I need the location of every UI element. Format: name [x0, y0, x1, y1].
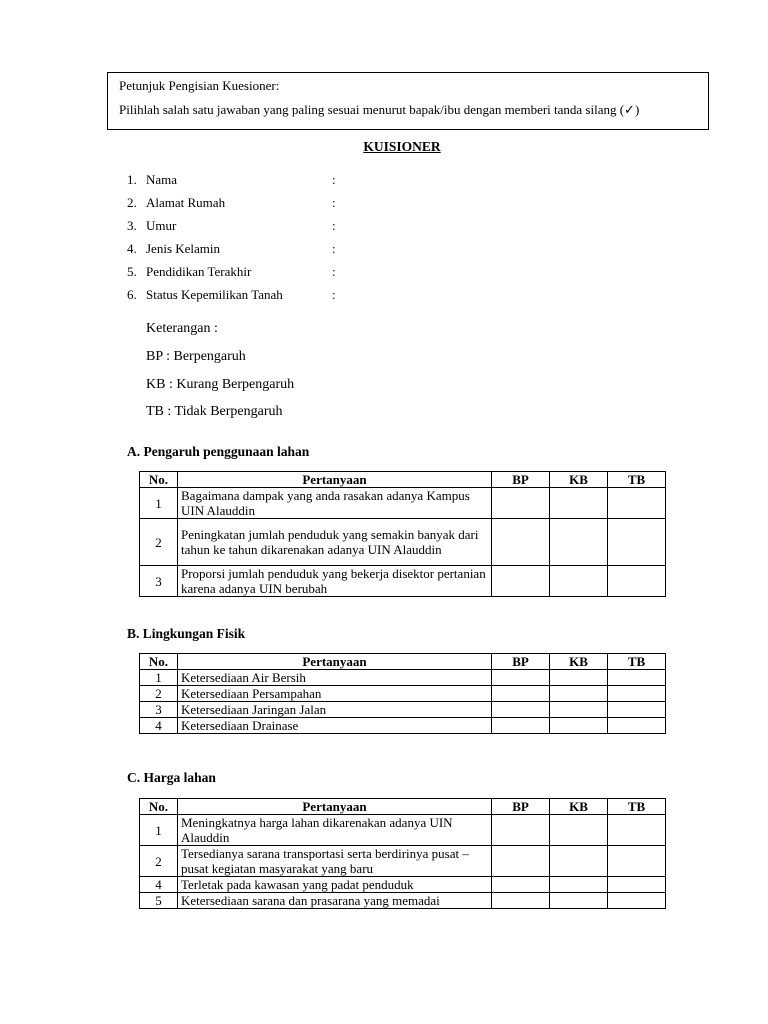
identity-label: Pendidikan Terakhir	[146, 264, 252, 279]
row-question: Meningkatnya harga lahan dikarenakan adanya UIN Alauddin	[178, 815, 492, 846]
identity-colon: :	[332, 172, 336, 187]
identity-number: 2.	[127, 195, 137, 210]
table-row	[140, 566, 666, 597]
table-row	[140, 686, 666, 702]
answer-cell-kb[interactable]	[550, 815, 608, 846]
instruction-title: Petunjuk Pengisian Kuesioner:	[119, 78, 280, 93]
answer-cell-bp[interactable]	[492, 893, 550, 909]
row-number: 1	[140, 815, 178, 846]
answer-cell-tb[interactable]	[608, 670, 666, 686]
row-question: Terletak pada kawasan yang padat penduduk	[178, 877, 492, 893]
answer-cell-bp[interactable]	[492, 815, 550, 846]
answer-cell-bp[interactable]	[492, 846, 550, 877]
answer-cell-kb[interactable]	[550, 877, 608, 893]
section-a-title: A. Pengaruh penggunaan lahan	[127, 444, 310, 459]
header-question: Pertanyaan	[178, 799, 492, 815]
answer-cell-tb[interactable]	[608, 893, 666, 909]
section-c-table	[139, 798, 666, 909]
header-no: No.	[140, 799, 178, 815]
answer-cell-kb[interactable]	[550, 488, 608, 519]
header-tb: TB	[608, 799, 666, 815]
identity-number: 3.	[127, 218, 137, 233]
identity-label: Jenis Kelamin	[146, 241, 221, 256]
row-question: Peningkatan jumlah penduduk yang semakin banyak dari tahun ke tahun dikarenakan adanya UIN Alauddin	[178, 519, 492, 566]
table-row	[140, 670, 666, 686]
answer-cell-bp[interactable]	[492, 670, 550, 686]
row-number: 3	[140, 566, 178, 597]
table-row	[140, 877, 666, 893]
section-b-table	[139, 653, 666, 734]
row-question: Tersedianya sarana transportasi serta berdirinya pusat – pusat kegiatan masyarakat yang baru	[178, 846, 492, 877]
identity-colon: :	[332, 195, 336, 210]
row-number: 1	[140, 670, 178, 686]
answer-cell-kb[interactable]	[550, 702, 608, 718]
answer-cell-tb[interactable]	[608, 686, 666, 702]
row-number: 5	[140, 893, 178, 909]
header-no: No.	[140, 654, 178, 670]
legend-title: Keterangan :	[146, 321, 218, 336]
row-question: Proporsi jumlah penduduk yang bekerja disektor pertanian karena adanya UIN berubah	[178, 566, 492, 597]
header-bp: BP	[492, 654, 550, 670]
answer-cell-kb[interactable]	[550, 686, 608, 702]
table-row	[140, 846, 666, 877]
identity-colon: :	[332, 241, 336, 256]
identity-colon: :	[332, 264, 336, 279]
identity-label: Umur	[146, 218, 177, 233]
table-header-row	[140, 654, 666, 670]
answer-cell-kb[interactable]	[550, 846, 608, 877]
answer-cell-tb[interactable]	[608, 566, 666, 597]
section-c-title: C. Harga lahan	[127, 770, 216, 785]
row-question: Bagaimana dampak yang anda rasakan adanya Kampus UIN Alauddin	[178, 488, 492, 519]
table-row	[140, 893, 666, 909]
identity-number: 5.	[127, 264, 137, 279]
header-bp: BP	[492, 799, 550, 815]
row-number: 4	[140, 877, 178, 893]
row-number: 1	[140, 488, 178, 519]
identity-number: 1.	[127, 172, 137, 187]
answer-cell-bp[interactable]	[492, 519, 550, 566]
table-row	[140, 815, 666, 846]
row-question: Ketersediaan Drainase	[178, 718, 492, 734]
header-bp: BP	[492, 472, 550, 488]
identity-number: 6.	[127, 287, 137, 302]
answer-cell-tb[interactable]	[608, 702, 666, 718]
answer-cell-tb[interactable]	[608, 846, 666, 877]
table-header-row	[140, 799, 666, 815]
header-kb: KB	[550, 654, 608, 670]
section-b-title: B. Lingkungan Fisik	[127, 626, 246, 641]
instruction-text: Pilihlah salah satu jawaban yang paling sesuai menurut bapak/ibu dengan memberi tanda silang (✓)	[119, 102, 640, 117]
legend-item-tb: TB : Tidak Berpengaruh	[146, 404, 283, 419]
identity-label: Status Kepemilikan Tanah	[146, 287, 283, 302]
answer-cell-kb[interactable]	[550, 893, 608, 909]
answer-cell-bp[interactable]	[492, 877, 550, 893]
row-number: 4	[140, 718, 178, 734]
answer-cell-tb[interactable]	[608, 815, 666, 846]
answer-cell-bp[interactable]	[492, 566, 550, 597]
answer-cell-tb[interactable]	[608, 718, 666, 734]
row-question: Ketersediaan Jaringan Jalan	[178, 702, 492, 718]
answer-cell-kb[interactable]	[550, 670, 608, 686]
document-title: KUISIONER	[363, 139, 441, 154]
header-kb: KB	[550, 799, 608, 815]
header-tb: TB	[608, 472, 666, 488]
answer-cell-bp[interactable]	[492, 702, 550, 718]
answer-cell-bp[interactable]	[492, 488, 550, 519]
identity-label: Nama	[146, 172, 178, 187]
row-number: 2	[140, 686, 178, 702]
answer-cell-kb[interactable]	[550, 519, 608, 566]
row-number: 2	[140, 519, 178, 566]
answer-cell-tb[interactable]	[608, 519, 666, 566]
header-question: Pertanyaan	[178, 654, 492, 670]
row-number: 3	[140, 702, 178, 718]
table-row	[140, 702, 666, 718]
row-question: Ketersediaan Persampahan	[178, 686, 492, 702]
answer-cell-kb[interactable]	[550, 718, 608, 734]
row-number: 2	[140, 846, 178, 877]
answer-cell-kb[interactable]	[550, 566, 608, 597]
section-a-table	[139, 471, 666, 597]
legend-item-bp: BP : Berpengaruh	[146, 349, 246, 364]
header-no: No.	[140, 472, 178, 488]
answer-cell-tb[interactable]	[608, 488, 666, 519]
table-row	[140, 519, 666, 566]
row-question: Ketersediaan Air Bersih	[178, 670, 492, 686]
header-tb: TB	[608, 654, 666, 670]
legend-item-kb: KB : Kurang Berpengaruh	[146, 377, 295, 392]
instruction-box	[107, 72, 709, 130]
answer-cell-tb[interactable]	[608, 877, 666, 893]
answer-cell-bp[interactable]	[492, 686, 550, 702]
table-row	[140, 718, 666, 734]
row-question: Ketersediaan sarana dan prasarana yang memadai	[178, 893, 492, 909]
identity-colon: :	[332, 218, 336, 233]
header-kb: KB	[550, 472, 608, 488]
answer-cell-bp[interactable]	[492, 718, 550, 734]
identity-label: Alamat Rumah	[146, 195, 226, 210]
identity-number: 4.	[127, 241, 137, 256]
header-question: Pertanyaan	[178, 472, 492, 488]
table-row	[140, 488, 666, 519]
identity-colon: :	[332, 287, 336, 302]
table-header-row	[140, 472, 666, 488]
